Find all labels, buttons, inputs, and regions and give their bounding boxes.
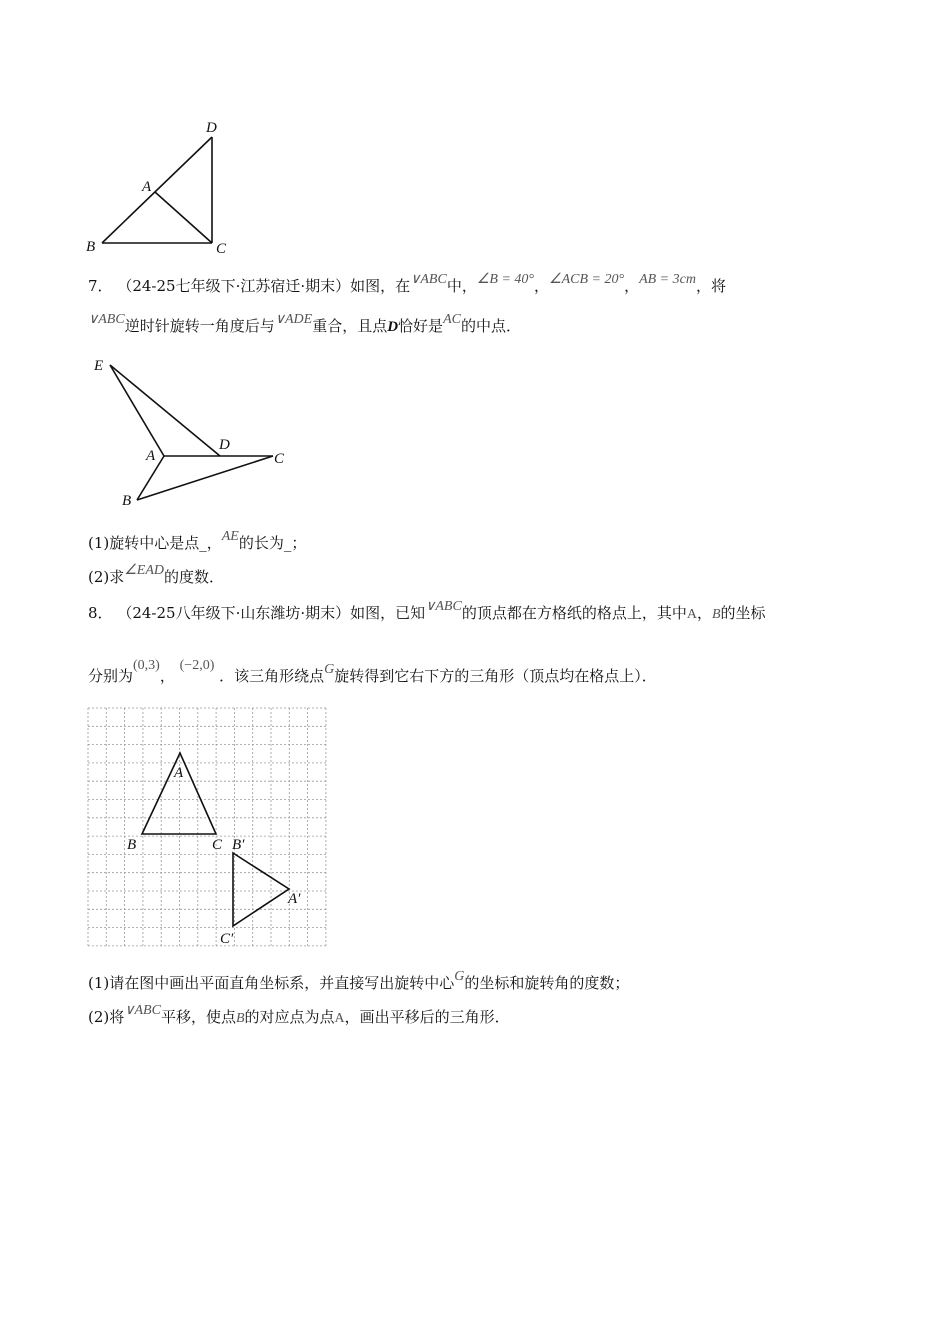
point-b: B bbox=[235, 1011, 245, 1026]
text: 的长为_； bbox=[238, 534, 307, 552]
q7-sub1 bbox=[88, 529, 307, 555]
text: 的坐标 bbox=[720, 604, 766, 622]
label-b-prime: B′ bbox=[232, 837, 245, 853]
math-angle-b: ∠B = 40° bbox=[476, 272, 534, 287]
label-d: D bbox=[219, 437, 230, 453]
math-tri-abc: ∨ABC bbox=[410, 272, 447, 287]
question-number: 7． bbox=[88, 277, 113, 295]
question-source: （24-25七年级下·江苏宿迁·期末） bbox=[117, 277, 351, 295]
point-a: A bbox=[686, 607, 697, 622]
label-c: C bbox=[274, 451, 285, 467]
math-tri-abc: ∨ABC bbox=[425, 599, 462, 614]
point-d: D bbox=[387, 319, 399, 335]
text: 如图，在 bbox=[350, 277, 411, 295]
text: 的对应点为点 bbox=[244, 1008, 335, 1026]
label-a: A bbox=[174, 765, 184, 781]
text: 旋转得到它右下方的三角形（顶点均在格点上）． bbox=[334, 667, 657, 685]
text: ，将 bbox=[695, 277, 726, 295]
label-b: B bbox=[122, 493, 132, 509]
label-b: B bbox=[127, 837, 137, 853]
math-tri-abc: ∨ABC bbox=[124, 1003, 161, 1018]
figure-triangle-ade bbox=[85, 350, 300, 510]
q8-line2 bbox=[88, 658, 657, 688]
math-angle-acb: ∠ACB = 20° bbox=[549, 272, 625, 287]
label-c: C bbox=[216, 241, 227, 257]
text: ， bbox=[624, 277, 640, 295]
text: 恰好是 bbox=[398, 317, 444, 335]
math-seg-ac: AC bbox=[443, 312, 461, 327]
question-source: （24-25八年级下·山东潍坊·期末） bbox=[117, 604, 351, 622]
text: ， bbox=[696, 604, 712, 622]
text: 平移，使点 bbox=[160, 1008, 236, 1026]
q7-line2 bbox=[88, 312, 521, 338]
text: 的中点． bbox=[460, 317, 521, 335]
text: 分别为 bbox=[88, 667, 134, 685]
math-tri-abc: ∨ABC bbox=[88, 312, 125, 327]
label-b: B bbox=[86, 239, 96, 255]
text: ．该三角形绕点 bbox=[219, 667, 325, 685]
text: 的顶点都在方格纸的格点上，其中 bbox=[461, 604, 687, 622]
q8-sub2 bbox=[88, 1003, 510, 1029]
label-c: C bbox=[212, 837, 223, 853]
figure-grid-rotation bbox=[80, 700, 340, 955]
text: 如图，已知 bbox=[350, 604, 426, 622]
point-a: A bbox=[334, 1011, 345, 1026]
text: ， bbox=[159, 667, 175, 685]
text: (2)求 bbox=[88, 568, 125, 586]
label-a: A bbox=[146, 448, 156, 464]
label-d: D bbox=[206, 120, 217, 136]
math-ab-length: AB = 3cm bbox=[639, 272, 696, 287]
q7-line1 bbox=[88, 272, 726, 298]
q8-sub1 bbox=[88, 969, 630, 995]
text: (1)旋转中心是点_， bbox=[88, 534, 222, 552]
triangle-abc-rotated bbox=[233, 853, 289, 926]
text: 的度数． bbox=[164, 568, 225, 586]
figure-triangle-abcd bbox=[80, 115, 250, 260]
text: 的坐标和旋转角的度数； bbox=[464, 974, 630, 992]
text: (2)将 bbox=[88, 1008, 125, 1026]
label-e: E bbox=[94, 358, 104, 374]
text: 重合，且点 bbox=[312, 317, 388, 335]
point-g: G bbox=[454, 969, 465, 984]
math-tri-ade: ∨ADE bbox=[274, 312, 313, 327]
label-c-prime: C′ bbox=[220, 931, 234, 947]
point-b: B bbox=[711, 607, 721, 622]
q8-line1 bbox=[88, 599, 766, 625]
math-angle-ead: ∠EAD bbox=[124, 563, 165, 578]
text: 中， bbox=[446, 277, 477, 295]
math-ae: AE bbox=[221, 529, 239, 544]
point-g: G bbox=[324, 662, 335, 677]
label-a-prime: A′ bbox=[288, 891, 301, 907]
text: ，画出平移后的三角形． bbox=[344, 1008, 510, 1026]
label-a: A bbox=[142, 179, 152, 195]
grid-lines bbox=[88, 708, 326, 946]
coord-a: (0,3) bbox=[133, 658, 160, 673]
text: 逆时针旋转一角度后与 bbox=[124, 317, 275, 335]
coord-b: (−2,0) bbox=[179, 658, 215, 673]
text: (1)请在图中画出平面直角坐标系，并直接写出旋转中心 bbox=[88, 974, 455, 992]
text: ， bbox=[534, 277, 550, 295]
q7-sub2 bbox=[88, 563, 225, 589]
question-number: 8． bbox=[88, 604, 113, 622]
